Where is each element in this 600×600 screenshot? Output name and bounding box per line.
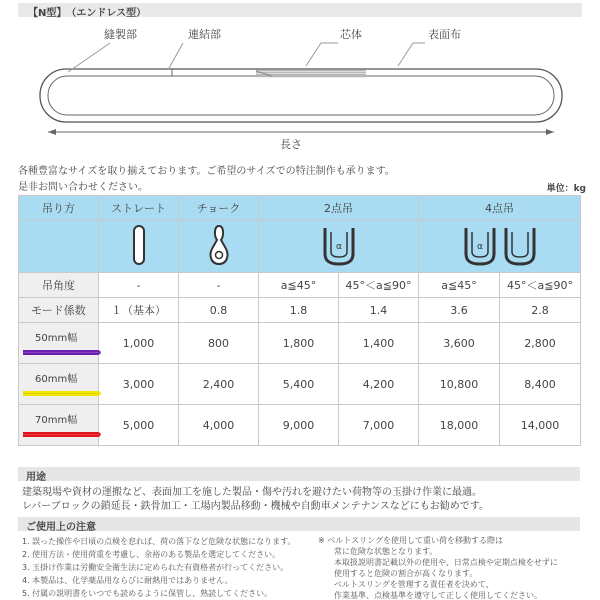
joint-leader-line <box>168 43 183 70</box>
width-70-row <box>19 405 581 446</box>
intro-text <box>18 164 488 196</box>
load-capacity-table <box>18 195 581 446</box>
capacity-cell: 5,000 <box>99 405 179 446</box>
sling-diagram <box>18 20 582 155</box>
capacity-cell: 4,000 <box>179 405 259 446</box>
capacity-cell: 3,600 <box>419 323 500 364</box>
two-point-basket-icon <box>317 222 361 268</box>
red-belt-swatch <box>23 429 103 440</box>
product-type-title: 【N型】 （エンドレス型） <box>28 8 147 19</box>
capacity-cell: 7,000 <box>339 405 419 446</box>
sewn-part-label: 縫製部 <box>104 28 137 41</box>
sling-inner-outline <box>48 76 554 115</box>
caution-note: ベルトスリングを管理する責任者を決めて、 <box>318 580 494 589</box>
straight-header: ストレート <box>99 196 179 221</box>
capacity-cell: 9,000 <box>259 405 339 446</box>
two-point-icon-cell <box>259 221 419 273</box>
yellow-belt-swatch <box>23 388 103 399</box>
capacity-cell: 1,400 <box>339 323 419 364</box>
four-point-basket-icon <box>460 222 540 268</box>
capacity-cell: 14,000 <box>500 405 581 446</box>
capacity-cell: 10,800 <box>419 364 500 405</box>
mode-cell: 1.4 <box>339 298 419 323</box>
capacity-cell: 4,200 <box>339 364 419 405</box>
mode-cell: 0.8 <box>179 298 259 323</box>
four-point-icon-cell <box>419 221 581 273</box>
capacity-cell: 1,800 <box>259 323 339 364</box>
caution-section-bar <box>18 517 580 531</box>
usage-text <box>22 486 577 514</box>
caution-note: 作業基準、点検基準を遵守して正しく使用してください。 <box>318 591 542 600</box>
intro-line-2: 是非お問い合わせください。 <box>18 182 148 193</box>
joint-part-label: 連結部 <box>188 28 221 41</box>
choke-loop-icon <box>204 222 234 268</box>
method-header: 吊り方 <box>19 196 99 221</box>
table-icon-row <box>19 221 581 273</box>
two-point-header: 2点吊 <box>259 196 419 221</box>
length-label: 長さ <box>280 138 302 151</box>
usage-line-1: 建築現場や資材の運搬など、表面加工を施した製品・傷や汚れを避けたい荷物等の玉掛け作業に最適。 <box>22 487 482 498</box>
capacity-cell: 3,000 <box>99 364 179 405</box>
four-point-angle-symbol: α <box>476 242 483 252</box>
caution-title: ご使用上の注意 <box>26 522 96 533</box>
sewn-leader-line <box>68 43 110 72</box>
caution-item: 5. 付属の説明書をいつでも読めるように保管し、熟読してください。 <box>22 589 273 598</box>
core-label: 芯体 <box>340 28 362 41</box>
straight-loop-icon <box>124 222 154 268</box>
angle-cell: - <box>99 273 179 298</box>
product-type-header <box>18 3 582 17</box>
capacity-cell: 2,400 <box>179 364 259 405</box>
caution-note: 本取扱説明書記載以外の使用や、日常点検や定期点検をせずに <box>318 558 558 567</box>
width-60-label: 60mm幅 <box>35 373 78 385</box>
usage-title: 用途 <box>26 472 46 483</box>
capacity-cell: 5,400 <box>259 364 339 405</box>
width-60-row <box>19 364 581 405</box>
four-point-header: 4点吊 <box>419 196 581 221</box>
angle-cell: 45°＜a≦90° <box>339 273 419 298</box>
capacity-cell: 8,400 <box>500 364 581 405</box>
choke-header: チョーク <box>179 196 259 221</box>
core-leader-line <box>306 43 338 66</box>
mode-row-label: モード係数 <box>19 298 99 323</box>
capacity-cell: 2,800 <box>500 323 581 364</box>
width-50-label-cell <box>19 323 99 364</box>
cover-leader-line <box>398 43 425 66</box>
caution-note: 使用すると危険の割合が高くなります。 <box>318 569 478 578</box>
endless-sling-drawing <box>18 20 582 155</box>
choke-icon-cell <box>179 221 259 273</box>
mode-cell: 1.8 <box>259 298 339 323</box>
caution-note: 常に危険な状態となります。 <box>318 547 438 556</box>
caution-list-right <box>318 535 596 600</box>
mode-cell: 2.8 <box>500 298 581 323</box>
width-50-label: 50mm幅 <box>35 332 78 344</box>
capacity-cell: 1,000 <box>99 323 179 364</box>
width-60-label-cell <box>19 364 99 405</box>
unit-label: 単位：kg <box>546 184 586 194</box>
usage-line-2: レバーブロックの鎖延長・鉄骨加工・工場内製品移動・機械や自動車メンテナンスなどにもお勧めです。 <box>22 501 489 512</box>
purple-belt-swatch <box>23 347 103 358</box>
intro-line-1: 各種豊富なサイズを取り揃えております。ご希望のサイズでの特注制作も承ります。 <box>18 166 395 177</box>
mode-cell: 3.6 <box>419 298 500 323</box>
mode-factor-row <box>19 298 581 323</box>
angle-row-label: 吊角度 <box>19 273 99 298</box>
method-icon-cell <box>19 221 99 273</box>
angle-cell: 45°＜a≦90° <box>500 273 581 298</box>
capacity-cell: 18,000 <box>419 405 500 446</box>
caution-note: ※ ベルトスリングを使用して重い荷を移動する際は <box>318 536 504 545</box>
two-point-angle-symbol: α <box>335 242 342 252</box>
caution-item: 1. 誤った操作や日頃の点検を怠れば、荷の落下など危険な状態になります。 <box>22 537 296 546</box>
angle-cell: a≦45° <box>419 273 500 298</box>
angle-cell: a≦45° <box>259 273 339 298</box>
straight-icon-cell <box>99 221 179 273</box>
width-50-row <box>19 323 581 364</box>
caution-item: 2. 使用方法・使用荷重を考慮し、余裕のある製品を選定してください。 <box>22 550 281 559</box>
usage-section-bar <box>18 467 580 481</box>
caution-item: 3. 玉掛け作業は労働安全衛生法に定められた有資格者が行ってください。 <box>22 563 289 572</box>
table-header-row <box>19 196 581 221</box>
caution-list-left <box>22 535 322 600</box>
width-70-label-cell <box>19 405 99 446</box>
capacity-cell: 800 <box>179 323 259 364</box>
mode-cell: １（基本） <box>99 298 179 323</box>
caution-item: 4. 本製品は、化学薬品用ならびに耐熱用ではありません。 <box>22 576 233 585</box>
angle-cell: - <box>179 273 259 298</box>
cover-label: 表面布 <box>428 28 461 41</box>
angle-row <box>19 273 581 298</box>
width-70-label: 70mm幅 <box>35 414 78 426</box>
